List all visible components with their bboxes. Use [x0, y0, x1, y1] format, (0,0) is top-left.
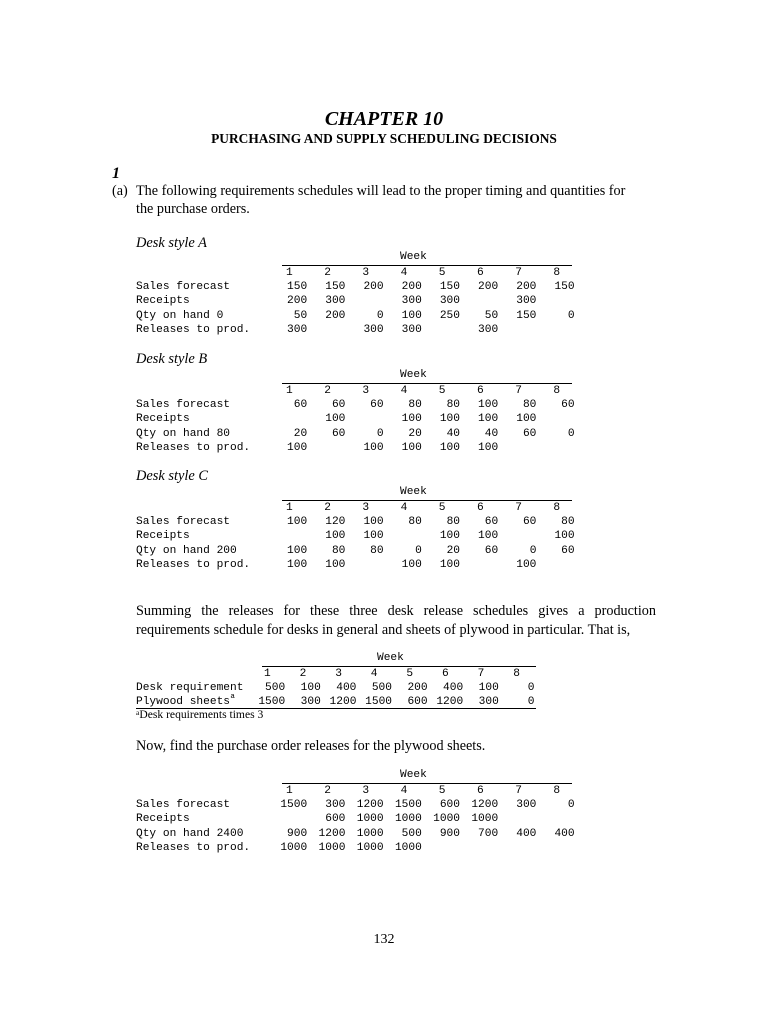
table-cell: 100: [439, 558, 460, 571]
plywood-table: [136, 784, 576, 855]
week-number: 6: [442, 668, 449, 680]
week-number: 3: [362, 385, 370, 397]
row-label: Releases to prod.: [136, 558, 251, 571]
table-cell: 500: [265, 682, 286, 695]
table-cell: 500: [401, 827, 422, 840]
table-cell: 200: [325, 309, 346, 322]
row-label: Releases to prod.: [136, 441, 251, 454]
summing-paragraph: Summing the releases for these three desk release schedules gives a production requirements schedule for desks in general and sheets of plywood in particular. That is,: [136, 603, 656, 638]
table-cell: 1000: [471, 813, 499, 826]
desk-req-week-label: Week: [377, 652, 404, 664]
desk-b-table: [136, 384, 576, 455]
row-label: Qty on hand 80: [136, 427, 230, 440]
table-cell: 300: [401, 323, 422, 336]
table-cell: 60: [561, 544, 575, 557]
week-number: 4: [370, 668, 378, 680]
table-cell: 100: [401, 309, 422, 322]
desk-c-table: [136, 501, 576, 572]
row-label: Releases to prod.: [136, 323, 251, 336]
desk-c-week-label: Week: [400, 486, 427, 498]
table-cell: 1200: [329, 696, 357, 709]
week-number: 6: [477, 785, 484, 797]
row-label: Qty on hand 0: [136, 309, 224, 322]
table-cell: 250: [439, 309, 460, 322]
week-number: 3: [362, 785, 370, 797]
table-cell: 300: [516, 799, 537, 812]
table-cell: 80: [522, 399, 537, 412]
table-cell: 200: [407, 682, 428, 695]
table-cell: 100: [325, 558, 346, 571]
page-number: 132: [373, 932, 395, 947]
table-row: [136, 558, 576, 572]
table-cell: 150: [439, 281, 460, 294]
footnote-mark: a: [136, 708, 140, 717]
table-cell: 1000: [356, 841, 384, 854]
table-cell: 700: [478, 827, 499, 840]
week-number: 4: [400, 785, 408, 797]
table-cell: 150: [325, 281, 346, 294]
part-a-label: (a): [112, 183, 128, 199]
week-number: 8: [553, 385, 561, 397]
question-number: 1: [112, 165, 120, 182]
footnote-ref: a: [230, 693, 235, 702]
table-cell: 0: [527, 696, 535, 709]
week-number: 5: [438, 267, 446, 279]
desk-req-week-header: [136, 667, 576, 681]
table-cell: 40: [484, 427, 499, 440]
table-cell: 100: [516, 413, 537, 426]
row-label: Desk requirement: [136, 682, 244, 695]
week-number: 7: [515, 502, 522, 514]
desk-b-title: Desk style B: [136, 351, 208, 367]
table-row: [136, 323, 576, 337]
table-cell: 100: [401, 558, 422, 571]
table-cell: 0: [567, 309, 575, 322]
chapter-title: CHAPTER 10: [324, 108, 444, 130]
row-label: Receipts: [136, 413, 190, 426]
table-cell: 500: [371, 682, 392, 695]
table-row: [136, 412, 576, 426]
table-cell: 1200: [318, 827, 346, 840]
table-cell: 150: [287, 281, 308, 294]
table-cell: 300: [516, 295, 537, 308]
week-number: 7: [515, 267, 522, 279]
table-cell: 200: [516, 281, 537, 294]
table-cell: 1500: [365, 696, 392, 709]
table-cell: 1000: [280, 841, 308, 854]
table-row: [136, 841, 576, 855]
desk-c-week-header: [136, 501, 576, 515]
chapter-subtitle: PURCHASING AND SUPPLY SCHEDULING DECISIONS: [211, 131, 557, 146]
table-cell: 1500: [280, 799, 308, 812]
table-cell: 100: [478, 399, 499, 412]
part-a-line1: The following requirements schedules will lead to the proper timing and quantities for: [136, 183, 626, 199]
table-cell: 0: [415, 544, 422, 557]
week-number: 5: [406, 668, 414, 680]
table-cell: 0: [567, 799, 575, 812]
table-cell: 400: [443, 682, 464, 695]
plywood-week-label: Week: [400, 769, 427, 781]
table-cell: 60: [522, 427, 537, 440]
week-number: 8: [553, 785, 561, 797]
week-number: 1: [286, 785, 293, 797]
desk-a-table: [136, 266, 576, 337]
table-cell: 900: [439, 827, 460, 840]
table-cell: 300: [300, 696, 321, 709]
table-cell: 400: [336, 682, 357, 695]
table-cell: 1000: [356, 813, 384, 826]
table-cell: 100: [439, 441, 460, 454]
table-cell: 300: [439, 295, 460, 308]
table-cell: 600: [325, 813, 346, 826]
table-cell: 100: [287, 544, 308, 557]
table-cell: 600: [407, 696, 428, 709]
week-number: 6: [477, 267, 484, 279]
table-cell: 300: [325, 295, 346, 308]
week-number: 6: [477, 385, 484, 397]
table-cell: 60: [484, 544, 499, 557]
row-label: Receipts: [136, 530, 190, 543]
week-number: 3: [362, 267, 370, 279]
week-number: 8: [553, 267, 561, 279]
plywood-week-header: [136, 784, 576, 798]
week-number: 5: [438, 785, 446, 797]
desk-b-week-label: Week: [400, 369, 427, 381]
week-number: 4: [400, 267, 408, 279]
table-cell: 300: [287, 323, 308, 336]
table-cell: 120: [325, 516, 346, 529]
week-number: 2: [324, 267, 331, 279]
table-cell: 100: [478, 530, 499, 543]
table-cell: 80: [370, 544, 384, 557]
footnote-text: Desk requirements times 3: [139, 708, 264, 721]
table-row: [136, 515, 576, 529]
table-cell: 1500: [394, 799, 422, 812]
week-number: 3: [335, 668, 342, 680]
table-cell: 150: [554, 281, 575, 294]
table-cell: 150: [516, 309, 537, 322]
week-number: 1: [264, 668, 271, 680]
week-number: 5: [438, 502, 446, 514]
table-cell: 60: [331, 399, 346, 412]
table-row: [136, 280, 576, 294]
table-cell: 60: [484, 516, 499, 529]
table-cell: 80: [408, 516, 422, 529]
table-cell: 0: [376, 427, 384, 440]
table-row: [136, 544, 576, 558]
row-label: Receipts: [136, 295, 190, 308]
table-cell: 1000: [356, 827, 384, 840]
row-label: Sales forecast: [136, 399, 230, 412]
week-number: 7: [515, 785, 522, 797]
table-cell: 100: [516, 558, 537, 571]
week-number: 2: [324, 385, 331, 397]
table-cell: 100: [478, 413, 499, 426]
table-cell: 60: [370, 399, 384, 412]
table-cell: 1200: [356, 799, 384, 812]
table-cell: 0: [527, 682, 535, 695]
table-row: [136, 529, 576, 543]
table-cell: 50: [484, 309, 499, 322]
week-number: 3: [362, 502, 370, 514]
table-cell: 100: [287, 558, 308, 571]
table-cell: 300: [325, 799, 346, 812]
desk-req-table: [136, 667, 576, 710]
table-cell: 100: [478, 441, 499, 454]
table-row: [136, 827, 576, 841]
table-cell: 600: [439, 799, 460, 812]
table-cell: 200: [287, 295, 308, 308]
table-cell: 100: [401, 441, 422, 454]
part-a-line2: the purchase orders.: [136, 201, 250, 217]
table-row: [136, 294, 576, 308]
table-cell: 60: [331, 427, 346, 440]
table-cell: 100: [325, 530, 346, 543]
table-row: [136, 427, 576, 441]
table-cell: 40: [446, 427, 460, 440]
desk-a-title: Desk style A: [136, 235, 207, 251]
footnote: [136, 708, 263, 721]
table-cell: 100: [287, 516, 308, 529]
table-cell: 80: [446, 399, 460, 412]
week-number: 6: [477, 502, 484, 514]
table-cell: 100: [439, 413, 460, 426]
row-label: Sales forecast: [136, 516, 230, 529]
table-row: [136, 798, 576, 812]
week-number: 1: [286, 502, 293, 514]
table-cell: 60: [561, 399, 575, 412]
row-label: Sales forecast: [136, 281, 230, 294]
table-cell: 100: [287, 441, 308, 454]
table-cell: 1000: [318, 841, 346, 854]
table-cell: 300: [478, 696, 499, 709]
table-row: [136, 309, 576, 323]
table-row: [136, 398, 576, 412]
table-cell: 0: [529, 544, 537, 557]
table-cell: 0: [376, 309, 384, 322]
week-number: 1: [286, 385, 293, 397]
table-cell: 200: [401, 281, 422, 294]
desk-b-week-header: [136, 384, 576, 398]
table-cell: 60: [522, 516, 537, 529]
table-cell: 200: [478, 281, 499, 294]
week-number: 7: [477, 668, 485, 680]
week-number: 5: [438, 385, 446, 397]
week-number: 4: [400, 385, 408, 397]
table-cell: 20: [446, 544, 460, 557]
week-number: 4: [400, 502, 408, 514]
table-cell: 20: [293, 427, 308, 440]
table-cell: 60: [293, 399, 308, 412]
desk-a-week-header: [136, 266, 576, 280]
table-cell: 100: [554, 530, 575, 543]
week-number: 8: [553, 502, 561, 514]
table-cell: 200: [363, 281, 384, 294]
table-cell: 80: [446, 516, 460, 529]
week-number: 8: [513, 668, 520, 680]
table-cell: 400: [516, 827, 537, 840]
table-row: [136, 812, 576, 826]
week-number: 2: [324, 502, 331, 514]
table-cell: 300: [478, 323, 499, 336]
table-cell: 0: [567, 427, 575, 440]
week-number: 7: [515, 385, 522, 397]
table-cell: 1000: [394, 813, 422, 826]
row-label: Releases to prod.: [136, 841, 251, 854]
table-cell: 100: [401, 413, 422, 426]
table-cell: 100: [439, 530, 460, 543]
row-label: Receipts: [136, 813, 190, 826]
table-cell: 100: [325, 413, 346, 426]
table-cell: 400: [554, 827, 575, 840]
row-label: Qty on hand 200: [136, 544, 237, 557]
table-cell: 1500: [258, 696, 286, 709]
table-cell: 80: [408, 399, 422, 412]
table-cell: 20: [408, 427, 422, 440]
week-number: 2: [324, 785, 331, 797]
table-cell: 100: [300, 682, 321, 695]
table-cell: 300: [363, 323, 384, 336]
week-number: 2: [299, 668, 307, 680]
table-cell: 300: [401, 295, 422, 308]
table-cell: 100: [363, 516, 384, 529]
table-row: [136, 681, 576, 695]
table-cell: 900: [287, 827, 308, 840]
table-cell: 100: [363, 441, 384, 454]
week-number: 1: [286, 267, 293, 279]
table-cell: 80: [561, 516, 575, 529]
table-cell: 1200: [471, 799, 499, 812]
table-cell: 50: [293, 309, 308, 322]
row-label: Sales forecast: [136, 799, 230, 812]
table-row: [136, 441, 576, 455]
table-cell: 100: [478, 682, 499, 695]
desk-c-title: Desk style C: [136, 468, 208, 484]
table-cell: 1200: [436, 696, 464, 709]
desk-a-week-label: Week: [400, 251, 427, 263]
table-cell: 100: [363, 530, 384, 543]
table-cell: 1000: [394, 841, 422, 854]
plywood-intro: Now, find the purchase order releases for the plywood sheets.: [136, 738, 486, 754]
table-cell: 80: [331, 544, 346, 557]
row-label: Qty on hand 2400: [136, 827, 244, 840]
row-label: Plywood sheets: [136, 696, 230, 709]
table-cell: 1000: [433, 813, 460, 826]
